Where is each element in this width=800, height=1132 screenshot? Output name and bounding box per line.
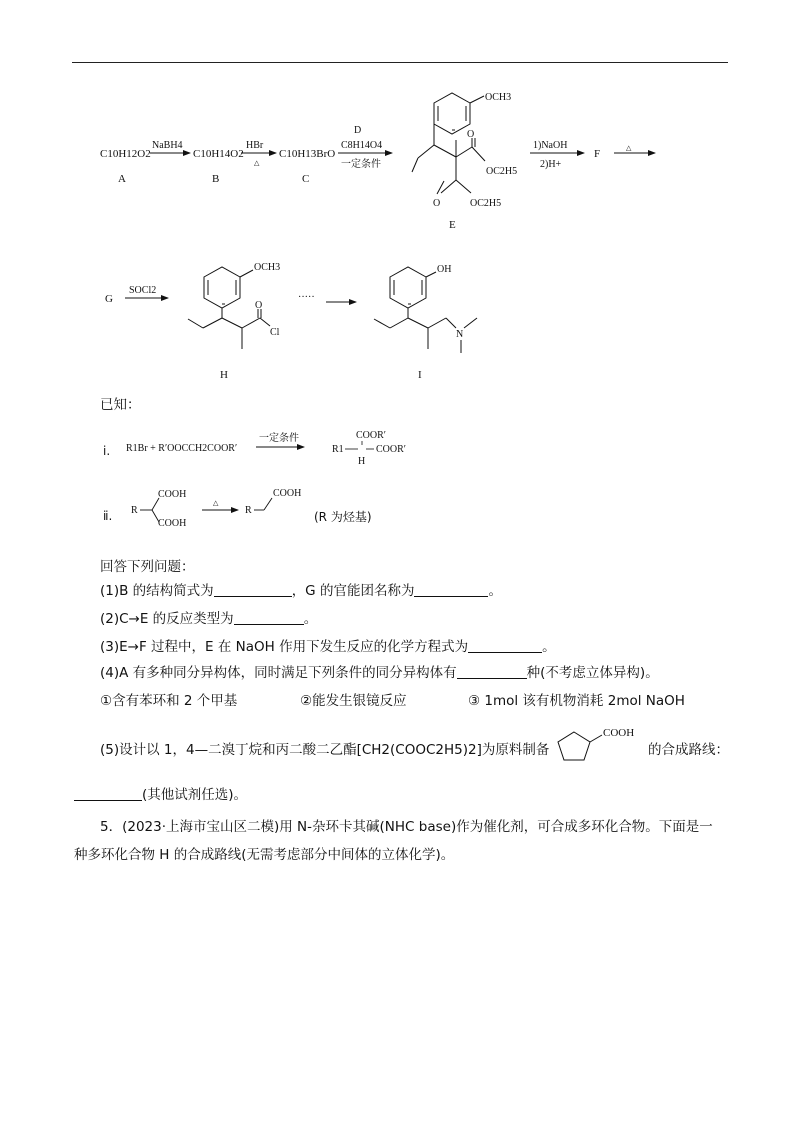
condition-1: ①含有苯环和 2 个甲基	[100, 693, 238, 709]
compound-i-structure	[374, 267, 477, 353]
compound-a-formula: C10H12O2	[100, 148, 151, 160]
i-n: N	[456, 329, 464, 340]
reaction-ii-heat: △	[213, 499, 219, 507]
compound-g-label: G	[105, 293, 113, 305]
heat-symbol: △	[254, 159, 260, 167]
question-5-part-c: (其他试剂任选)。	[142, 787, 248, 803]
dots: ·····	[298, 292, 315, 303]
condition-text: 一定条件	[341, 159, 381, 170]
reagent-socl2: SOCl2	[129, 285, 157, 296]
question-3	[100, 638, 556, 656]
question-2-part-b: 。	[303, 611, 318, 627]
question-1-part-a: (1)B 的结构简式为	[100, 583, 214, 599]
reagent-acid: 2)H+	[540, 159, 562, 170]
compound-i-label: I	[418, 369, 422, 381]
reaction-ii-cooh-top: COOH	[158, 489, 187, 500]
reagent-nabh4: NaBH4	[152, 140, 183, 151]
answer-blank-2[interactable]	[234, 610, 304, 625]
reaction-i-product-r1: R1	[332, 444, 344, 455]
reaction-i-reactants: R1Br + R′OOCCH2COOR′	[126, 443, 238, 454]
answer-blank-3[interactable]	[468, 638, 542, 653]
question-3-part-b: 。	[542, 639, 556, 655]
question-4-part-b: 种(不考虑立体异构)。	[526, 665, 659, 681]
reaction-i-product-right: COOR′	[376, 444, 406, 455]
reaction-ii-note: (R 为烃基)	[314, 510, 372, 524]
compound-h-label: H	[220, 369, 228, 381]
reaction-i-product-h: H	[358, 456, 366, 467]
question-2	[100, 610, 317, 628]
answer-blank-5[interactable]	[74, 786, 142, 801]
compound-b-formula: C10H14O2	[193, 148, 244, 160]
question-5-suffix: 的合成路线：	[648, 742, 729, 758]
reaction-i-product-top: COOR′	[356, 430, 386, 441]
question-4	[100, 664, 659, 682]
question-2-part-a: (2)C→E 的反应类型为	[100, 611, 234, 627]
h-cl: Cl	[270, 327, 280, 338]
cyclopentanecarboxylic-acid-structure	[552, 718, 662, 768]
compound-c-label: C	[302, 173, 310, 185]
reaction-i-number: ⅰ.	[103, 444, 111, 458]
compound-c-formula: C10H13BrO	[279, 148, 336, 160]
answer-blank-1a[interactable]	[214, 582, 292, 597]
h-carbonyl-o: O	[255, 300, 263, 311]
condition-3: ③ 1mol 该有机物消耗 2mol NaOH	[468, 693, 685, 709]
reagent-hbr: HBr	[246, 140, 264, 151]
question-1-part-b: ，G 的官能团名称为	[291, 583, 415, 599]
reaction-ii-number: ⅱ.	[103, 509, 113, 523]
question-1-part-c: 。	[488, 583, 502, 599]
next-question-line2: 种多环化合物 H 的合成路线(无需考虑部分中间体的立体化学)。	[74, 847, 455, 863]
reaction-ii-product-cooh: COOH	[273, 488, 302, 499]
known-reactions	[0, 420, 800, 540]
reaction-ii-reactant-bonds	[140, 498, 159, 522]
e-oc2h5-2: OC2H5	[470, 198, 502, 209]
question-4-part-a: (4)A 有多种同分异构体，同时满足下列条件的同分异构体有	[100, 665, 457, 681]
e-carbonyl-o2: O	[433, 198, 441, 209]
compound-f-label: F	[594, 148, 601, 160]
e-carbonyl-o1: O	[467, 129, 475, 140]
questions-intro: 回答下列问题：	[100, 559, 195, 575]
answer-blank-1b[interactable]	[414, 582, 488, 597]
answer-blank-4[interactable]	[457, 664, 527, 679]
reaction-ii-product-r: R	[245, 505, 252, 516]
reagent-d: D	[354, 125, 362, 136]
reaction-i-condition: 一定条件	[259, 433, 299, 444]
h-och3: OCH3	[254, 262, 281, 273]
compound-a-label: A	[118, 173, 126, 185]
condition-2: ②能发生银镜反应	[300, 693, 407, 709]
question-5-line2	[74, 786, 247, 804]
reagent-d-formula: C8H14O4	[341, 140, 383, 151]
known-title: 已知：	[100, 397, 141, 413]
q5-cooh: COOH	[603, 727, 635, 739]
compound-e-structure	[412, 93, 485, 194]
question-5: (5)设计以 1，4—二溴丁烷和丙二酸二乙酯[CH2(COOC2H5)2]为原料制备	[100, 742, 550, 758]
question-1	[100, 582, 502, 600]
synthesis-route	[0, 0, 800, 400]
reagent-naoh: 1)NaOH	[533, 140, 568, 151]
reaction-ii-cooh-bottom: COOH	[158, 518, 187, 529]
i-oh: OH	[437, 264, 452, 275]
next-question-line1: 5．(2023·上海市宝山区二模)用 N-杂环卡其碱(NHC base)作为催化剂，可合成多环化合物。下面是一	[100, 819, 713, 835]
e-oc2h5-1: OC2H5	[486, 166, 518, 177]
compound-e-label: E	[449, 219, 456, 231]
reaction-ii-product-bonds	[254, 498, 272, 510]
reaction-ii-r: R	[131, 505, 138, 516]
compound-b-label: B	[212, 173, 220, 185]
question-3-part-a: (3)E→F 过程中，E 在 NaOH 作用下发生反应的化学方程式为	[100, 639, 469, 655]
heat-symbol-2: △	[626, 144, 632, 152]
e-och3: OCH3	[485, 92, 512, 103]
